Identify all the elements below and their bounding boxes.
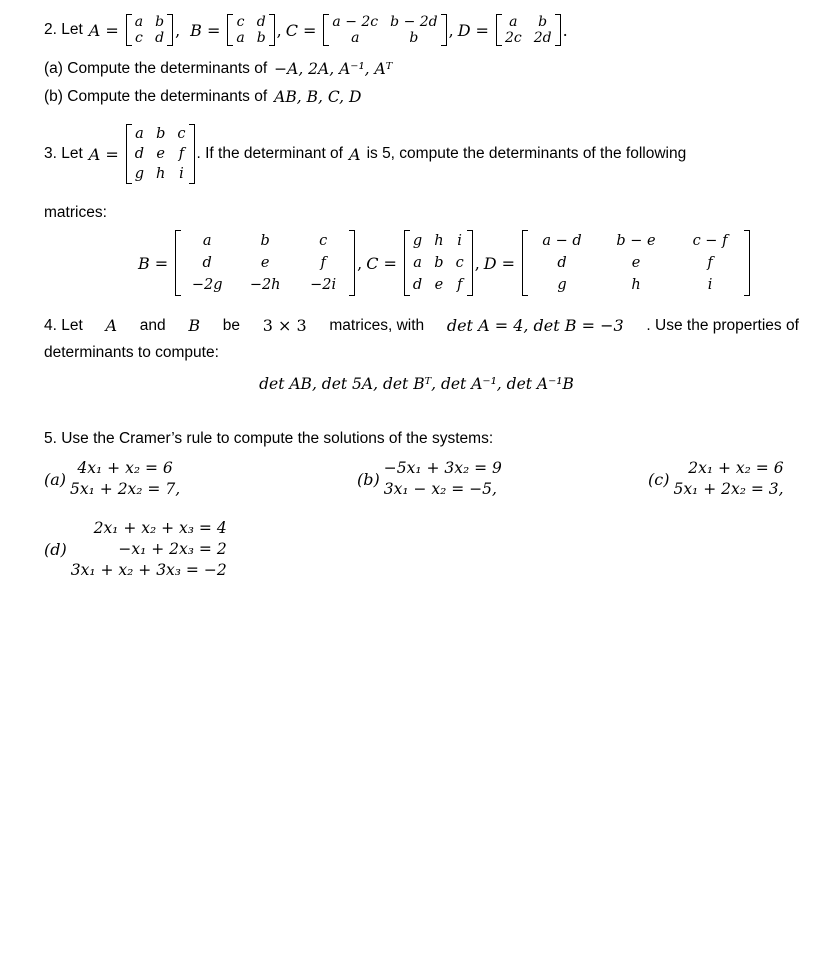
problem-5-heading: 5. Use the Cramer’s rule to compute the solutions of the systems: [44, 430, 494, 447]
matrix-C-name: C [285, 20, 299, 40]
problem-3-statement: 3. Let A = a b c d e f g h i . If the determinant of A is 5, compute the determinants of the following [44, 126, 687, 182]
system-b-eq-2: 3x₁ − x₂ = −5, [383, 480, 497, 498]
matrix-C: a − 2c b − 2d a b [323, 14, 446, 46]
system-a-label: (a) [44, 469, 67, 489]
system-a-eq-2: 5x₁ + 2x₂ = 7, [70, 480, 181, 498]
problem-2a-text: (a) Compute the determinants of [44, 60, 268, 77]
problem-3-matrices: B = a b c d e f −2g −2h −2i , C = g h i a b c d e f , D = a − d b − e c − f d e f g h i [138, 230, 752, 296]
problem-4-line-2: determinants to compute: [44, 344, 219, 361]
matrix-B-name: B [190, 20, 202, 40]
problem-4-line-1: 4. Let A and B be 3 × 3 matrices, with det A = 4, det B = −3 . Use the properties of [44, 316, 799, 335]
system-d-eq-1: 2x₁ + x₂ + x₃ = 4 [93, 519, 227, 537]
problem-3-prefix: 3. Let [44, 145, 83, 162]
problem-4-formula: det AB, det 5A, det Bᵀ, det A⁻¹, det A⁻¹B [259, 375, 574, 393]
problem-2b [44, 88, 361, 106]
system-c-eq-1: 2x₁ + x₂ = 6 [688, 459, 784, 477]
problem-3-text: . If the determinant of [196, 145, 343, 162]
matrix-3-A: a b c d e f g h i [126, 124, 195, 184]
system-c-label: (c) [648, 469, 670, 489]
system-b [357, 458, 502, 500]
problem-2-prefix: 2. Let [44, 21, 83, 38]
problem-2-statement: 2. Let A = a b c d , B = c d a b , C = a − 2c b − 2d a b , D = a b 2c 2d . [44, 14, 568, 46]
problem-2a [44, 60, 392, 78]
matrix-3-D: a − d b − e c − f d e f g h i [522, 230, 750, 296]
matrix-D-name: D [457, 20, 471, 40]
system-d [44, 518, 227, 581]
system-d-eq-2: −x₁ + 2x₃ = 2 [118, 540, 227, 558]
matrix-B: c d a b [227, 14, 274, 46]
matrix-D: a b 2c 2d [496, 14, 561, 46]
problem-3-text-2: is 5, compute the determinants of the following [366, 145, 687, 162]
matrix-A-name: A [88, 20, 101, 40]
system-c-eq-2: 5x₁ + 2x₂ = 3, [673, 480, 784, 498]
matrix-3-B: a b c d e f −2g −2h −2i [175, 230, 355, 296]
matrix-3-C: g h i a b c d e f [404, 230, 473, 296]
problem-2a-math: −A, 2A, A⁻¹, Aᵀ [274, 60, 393, 78]
system-c [648, 458, 784, 500]
problem-2b-text: (b) Compute the determinants of [44, 88, 268, 105]
system-d-label: (d) [44, 540, 67, 559]
system-b-eq-1: −5x₁ + 3x₂ = 9 [383, 459, 502, 477]
problem-2b-math: AB, B, C, D [274, 88, 362, 106]
system-d-eq-3: 3x₁ + x₂ + 3x₃ = −2 [70, 561, 227, 579]
system-a-eq-1: 4x₁ + x₂ = 6 [77, 459, 173, 477]
problem-3-continuation: matrices: [44, 204, 107, 221]
system-b-label: (b) [357, 469, 380, 489]
system-a [44, 458, 180, 500]
problem-4-det-values: det A = 4, det B = −3 [446, 316, 624, 335]
matrix-A: a b c d [126, 14, 173, 46]
